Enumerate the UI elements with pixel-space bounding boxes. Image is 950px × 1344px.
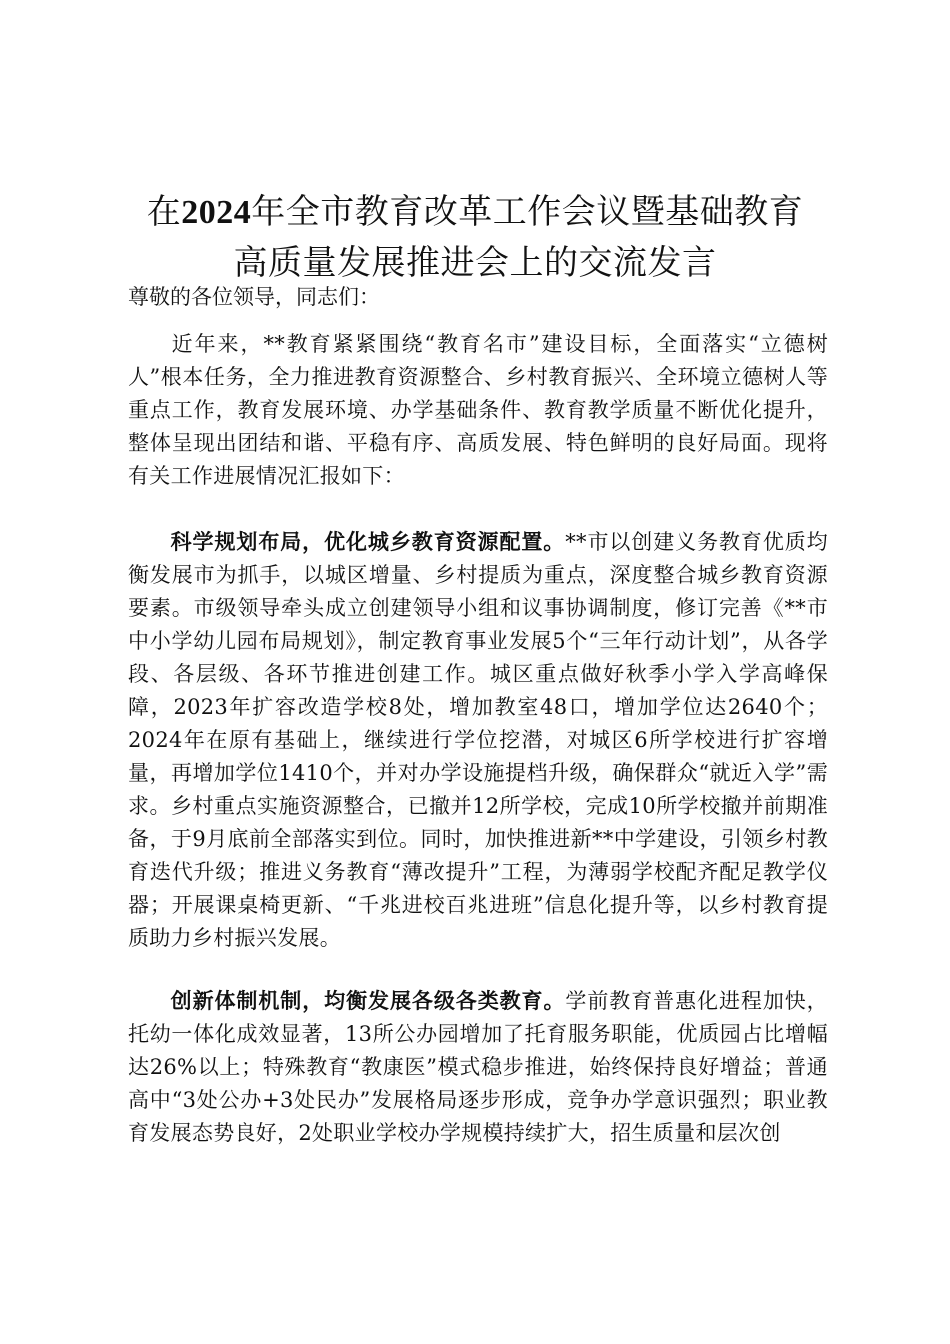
title-line-2: 高质量发展推进会上的交流发言 — [233, 242, 717, 283]
paragraph-heading: 科学规划布局，优化城乡教育资源配置。 — [170, 529, 566, 554]
paragraph-planning — [128, 525, 828, 955]
title-line-1 — [120, 187, 830, 238]
paragraph-innovation — [128, 984, 828, 1150]
title-prefix: 在 — [146, 191, 182, 232]
paragraph-text: 近年来，**教育紧紧围绕“教育名市”建设目标，全面落实“立德树人”根本任务，全力推进教育资源整合、乡村教育振兴、全环境立德树人等重点工作，教育发展环境、办学基础条件、教育教学质量不断优化提升，整体呈现出团结和谐、平稳有序、高质发展、特色鲜明的良好局面。现将有关工作进展情况汇报如下： — [128, 332, 828, 488]
paragraph-text: **市以创建义务教育优质均衡发展市为抓手，以城区增量、乡村提质为重点，深度整合城乡教育资源要素。市级领导牵头成立创建领导小组和议事协调制度，修订完善《**市中小学幼儿园布局规划》，制定教育事业发展5个“三年行动计划”，从各学段、各层级、各环节推进创建工作。城区重点做好秋季小学入学高峰保障，2023年扩容改造学校8处，增加教室48口，增加学位达2640个；2024年在原有基础上，继续进行学位挖潜，对城区6所学校进行扩容增量，再增加学位1410个，并对办学设施提档升级，确保群众“就近入学”需求。乡村重点实施资源整合，已撤并12所学校，完成10所学校撤并前期准备，于9月底前全部落实到位。同时，加快推进新**中学建设，引领乡村教育迭代升级；推进义务教育“薄改提升”工程，为薄弱学校配齐配足教学仪器；开展课桌椅更新、“千兆进校百兆进班”信息化提升等，以乡村教育提质助力乡村振兴发展。 — [128, 530, 828, 950]
paragraph-text: 学前教育普惠化进程加快，托幼一体化成效显著，13所公办园增加了托育服务职能，优质园占比增幅达26%以上；特殊教育“教康医”模式稳步推进，始终保持良好增益；普通高中“3处公办+3处民办”发展格局逐步形成，竞争办学意识强烈；职业教育发展态势良好，2处职业学校办学规模持续扩大，招生质量和层次创 — [128, 989, 828, 1145]
paragraph-heading: 创新体制机制，均衡发展各级各类教育。 — [170, 988, 566, 1013]
document-title — [120, 187, 830, 288]
paragraph-intro — [128, 328, 828, 493]
title-year: 2024 — [181, 193, 252, 231]
title-suffix: 年全市教育改革工作会议暨基础教育 — [251, 191, 804, 232]
greeting: 尊敬的各位领导，同志们： — [128, 285, 380, 309]
